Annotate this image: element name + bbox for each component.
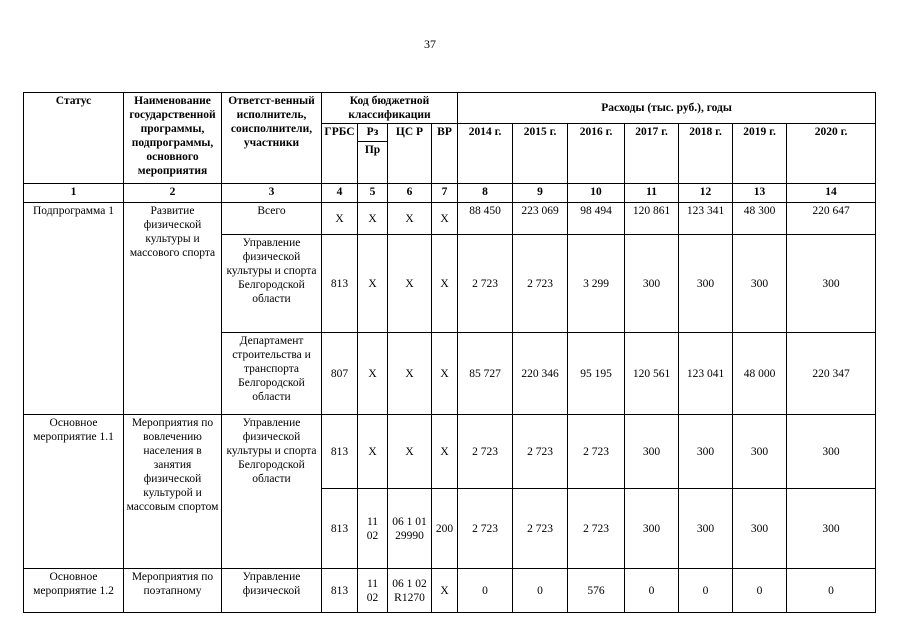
executor-cell: Департамент строительства и транспорта Белгородской области	[222, 333, 322, 415]
program-name-cell: Развитие физической культуры и массового спорта	[124, 203, 222, 415]
executor-cell: Управление физической культуры и спорта Белгородской области	[222, 235, 322, 333]
grbs-cell: 813	[322, 569, 358, 613]
expense-cell: 2 723	[458, 489, 513, 569]
expense-cell: 2 723	[513, 235, 568, 333]
vr-cell: Х	[432, 415, 458, 489]
expense-cell: 300	[787, 489, 876, 569]
header-year: 2018 г.	[679, 124, 733, 184]
expense-cell: 48 000	[733, 333, 787, 415]
vr-cell: 200	[432, 489, 458, 569]
expense-cell: 0	[513, 569, 568, 613]
expense-cell: 2 723	[568, 415, 625, 489]
expense-cell: 300	[625, 235, 679, 333]
expense-cell: 300	[679, 235, 733, 333]
expense-cell: 0	[679, 569, 733, 613]
column-number: 6	[388, 184, 432, 203]
expense-cell: 2 723	[458, 235, 513, 333]
expense-cell: 0	[787, 569, 876, 613]
rzpr-cell: Х	[358, 203, 388, 235]
header-pr: Пр	[358, 142, 388, 184]
status-cell: Подпрограмма 1	[24, 203, 124, 415]
expense-cell: 95 195	[568, 333, 625, 415]
header-expenses: Расходы (тыс. руб.), годы	[458, 93, 876, 124]
program-name-cell: Мероприятия по вовлечению населения в занятия физической культурой и массовым спортом	[124, 415, 222, 569]
header-executor: Ответст-венный исполнитель, соисполнители, участники	[222, 93, 322, 184]
header-grbs: ГРБС	[322, 124, 358, 184]
header-csr: ЦС Р	[388, 124, 432, 184]
expense-cell: 120 861	[625, 203, 679, 235]
header-budget-code: Код бюджетной классификации	[322, 93, 458, 124]
csr-cell: Х	[388, 203, 432, 235]
csr-cell: Х	[388, 333, 432, 415]
expense-cell: 220 347	[787, 333, 876, 415]
header-rz: Рз	[358, 124, 388, 142]
expense-cell: 2 723	[513, 415, 568, 489]
rzpr-cell: 11 02	[358, 489, 388, 569]
header-year: 2020 г.	[787, 124, 876, 184]
expense-cell: 223 069	[513, 203, 568, 235]
executor-cell: Управление физической культуры и спорта Белгородской области	[222, 415, 322, 569]
expense-cell: 3 299	[568, 235, 625, 333]
header-year: 2017 г.	[625, 124, 679, 184]
expense-cell: 300	[679, 489, 733, 569]
page-number: 37	[424, 37, 436, 51]
expense-cell: 2 723	[568, 489, 625, 569]
rzpr-cell: Х	[358, 415, 388, 489]
grbs-cell: 807	[322, 333, 358, 415]
column-number: 1	[24, 184, 124, 203]
vr-cell: Х	[432, 203, 458, 235]
vr-cell: Х	[432, 333, 458, 415]
expense-cell: 98 494	[568, 203, 625, 235]
expense-cell: 0	[733, 569, 787, 613]
column-number: 14	[787, 184, 876, 203]
column-number: 7	[432, 184, 458, 203]
vr-cell: Х	[432, 235, 458, 333]
column-number: 5	[358, 184, 388, 203]
header-year: 2019 г.	[733, 124, 787, 184]
csr-cell: 06 1 02 R1270	[388, 569, 432, 613]
expense-cell: 2 723	[458, 415, 513, 489]
column-number: 9	[513, 184, 568, 203]
expense-cell: 2 723	[513, 489, 568, 569]
header-program-name: Наименование государственной программы, подпрограммы, основного мероприятия	[124, 93, 222, 184]
column-number: 2	[124, 184, 222, 203]
column-number: 4	[322, 184, 358, 203]
executor-cell: Управление физической	[222, 569, 322, 613]
expense-cell: 576	[568, 569, 625, 613]
csr-cell: Х	[388, 415, 432, 489]
grbs-cell: 813	[322, 489, 358, 569]
expense-cell: 300	[625, 489, 679, 569]
csr-cell: 06 1 01 29990	[388, 489, 432, 569]
expense-cell: 220 346	[513, 333, 568, 415]
column-number: 13	[733, 184, 787, 203]
column-number: 3	[222, 184, 322, 203]
expense-cell: 300	[733, 489, 787, 569]
expense-cell: 123 341	[679, 203, 733, 235]
expense-cell: 123 041	[679, 333, 733, 415]
expense-cell: 300	[679, 415, 733, 489]
column-number: 12	[679, 184, 733, 203]
header-status: Статус	[24, 93, 124, 184]
expense-cell: 88 450	[458, 203, 513, 235]
expense-cell: 220 647	[787, 203, 876, 235]
column-number: 8	[458, 184, 513, 203]
header-vr: ВР	[432, 124, 458, 184]
column-number: 11	[625, 184, 679, 203]
csr-cell: Х	[388, 235, 432, 333]
expense-cell: 120 561	[625, 333, 679, 415]
status-cell: Основное мероприятие 1.1	[24, 415, 124, 569]
expense-cell: 300	[625, 415, 679, 489]
grbs-cell: 813	[322, 235, 358, 333]
expense-cell: 0	[625, 569, 679, 613]
vr-cell: Х	[432, 569, 458, 613]
grbs-cell: 813	[322, 415, 358, 489]
header-year: 2016 г.	[568, 124, 625, 184]
expense-cell: 48 300	[733, 203, 787, 235]
status-cell: Основное мероприятие 1.2	[24, 569, 124, 613]
header-year: 2015 г.	[513, 124, 568, 184]
program-name-cell: Мероприятия по поэтапному	[124, 569, 222, 613]
budget-table	[23, 92, 876, 613]
expense-cell: 0	[458, 569, 513, 613]
expense-cell: 300	[733, 415, 787, 489]
rzpr-cell: Х	[358, 235, 388, 333]
grbs-cell: Х	[322, 203, 358, 235]
executor-cell: Всего	[222, 203, 322, 235]
header-year: 2014 г.	[458, 124, 513, 184]
expense-cell: 300	[787, 415, 876, 489]
rzpr-cell: 11 02	[358, 569, 388, 613]
expense-cell: 300	[733, 235, 787, 333]
expense-cell: 300	[787, 235, 876, 333]
expense-cell: 85 727	[458, 333, 513, 415]
column-number: 10	[568, 184, 625, 203]
rzpr-cell: Х	[358, 333, 388, 415]
